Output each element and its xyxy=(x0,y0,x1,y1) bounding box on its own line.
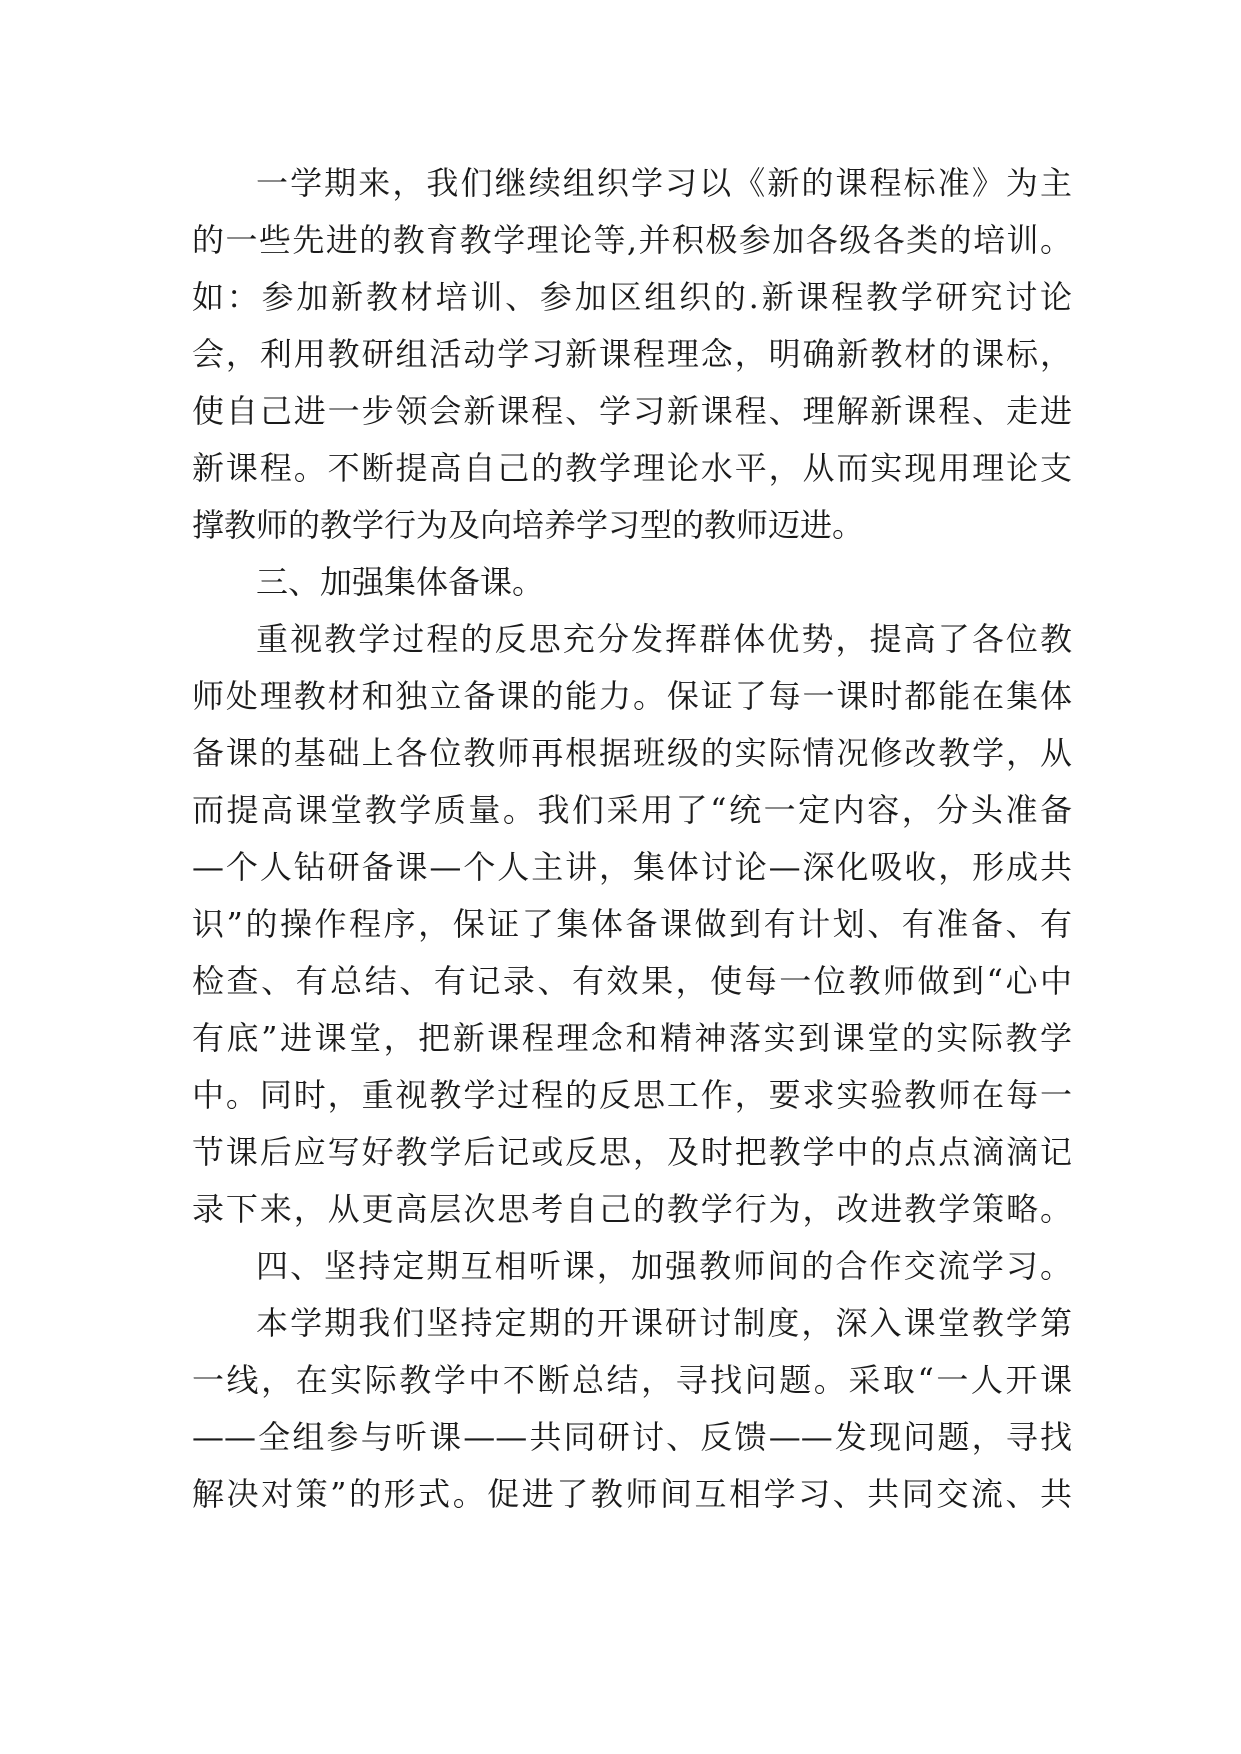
paragraph-line: 的一些先进的教育教学理论等,并积极参加各级各类的培训。 xyxy=(192,221,1072,259)
paragraph-line: 有底”进课堂，把新课程理念和精神落实到课堂的实际教学 xyxy=(192,1019,1072,1057)
paragraph-line: —个人钻研备课—个人主讲，集体讨论—深化吸收，形成共 xyxy=(192,848,1072,886)
document-body xyxy=(192,155,1072,1523)
paragraph-line: 一学期来，我们继续组织学习以《新的课程标准》为主 xyxy=(256,164,1072,202)
paragraph-line: 解决对策”的形式。促进了教师间互相学习、共同交流、共 xyxy=(192,1475,1072,1513)
paragraph-line: 节课后应写好教学后记或反思，及时把教学中的点点滴滴记 xyxy=(192,1133,1072,1171)
paragraph-line: 中。同时，重视教学过程的反思工作，要求实验教师在每一 xyxy=(192,1076,1072,1114)
paragraph-line: 重视教学过程的反思充分发挥群体优势，提高了各位教 xyxy=(256,620,1072,658)
section-heading: 三、加强集体备课。 xyxy=(256,563,545,601)
paragraph-line: 师处理教材和独立备课的能力。保证了每一课时都能在集体 xyxy=(192,677,1072,715)
paragraph-line: 检查、有总结、有记录、有效果，使每一位教师做到“心中 xyxy=(192,962,1072,1000)
paragraph-line: 识”的操作程序，保证了集体备课做到有计划、有准备、有 xyxy=(192,905,1072,943)
paragraph-line: 本学期我们坚持定期的开课研讨制度，深入课堂教学第 xyxy=(256,1304,1072,1342)
paragraph-line: 录下来，从更高层次思考自己的教学行为，改进教学策略。 xyxy=(192,1190,1072,1228)
paragraph-line: ——全组参与听课——共同研讨、反馈——发现问题，寻找 xyxy=(192,1418,1072,1456)
section-heading: 四、坚持定期互相听课，加强教师间的合作交流学习。 xyxy=(256,1247,1072,1285)
paragraph-line: 撑教师的教学行为及向培养学习型的教师迈进。 xyxy=(192,506,865,544)
paragraph-line: 使自己进一步领会新课程、学习新课程、理解新课程、走进 xyxy=(192,392,1072,430)
paragraph-line: 会，利用教研组活动学习新课程理念，明确新教材的课标， xyxy=(192,335,1072,373)
paragraph-line: 而提高课堂教学质量。我们采用了“统一定内容，分头准备 xyxy=(192,791,1072,829)
paragraph-line: 备课的基础上各位教师再根据班级的实际情况修改教学，从 xyxy=(192,734,1072,772)
paragraph-line: 如：参加新教材培训、参加区组织的.新课程教学研究讨论 xyxy=(192,278,1072,316)
paragraph-line: 新课程。不断提高自己的教学理论水平，从而实现用理论支 xyxy=(192,449,1072,487)
paragraph-line: 一线，在实际教学中不断总结，寻找问题。采取“一人开课 xyxy=(192,1361,1072,1399)
